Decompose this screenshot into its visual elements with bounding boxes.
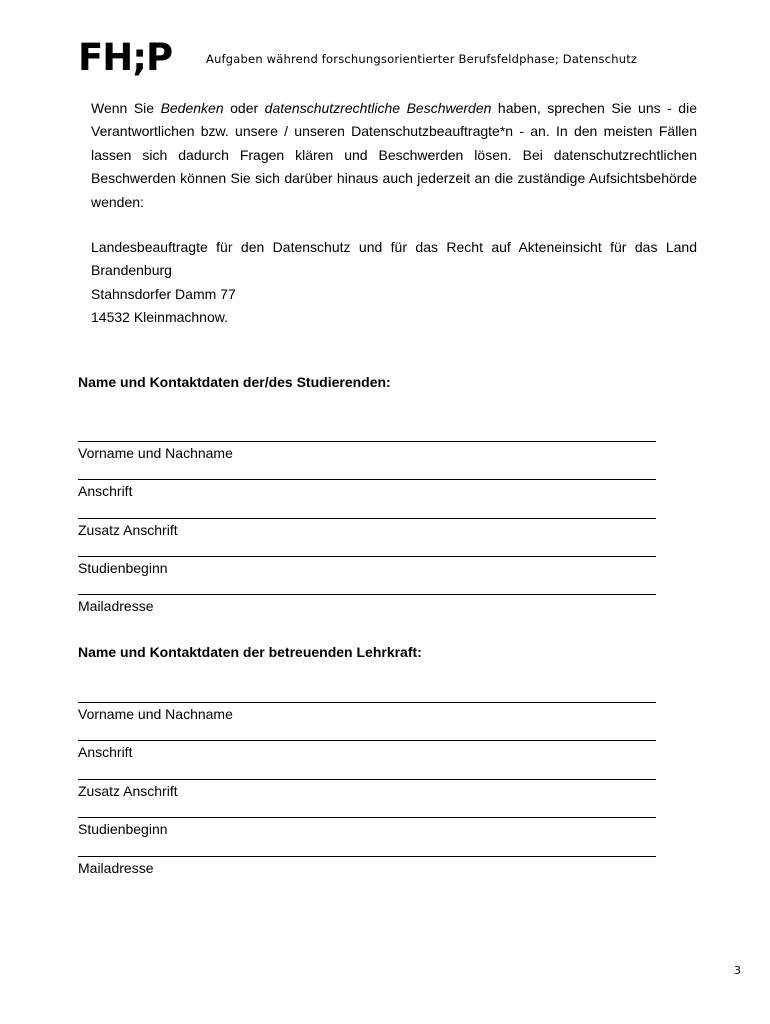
intro-text-part-1: Wenn Sie	[91, 100, 161, 116]
address-line-state: Brandenburg	[91, 262, 172, 279]
student-study-start-field[interactable]	[78, 556, 656, 594]
signature-line	[78, 518, 656, 519]
field-label: Zusatz Anschrift	[78, 522, 178, 538]
teacher-address-field[interactable]	[78, 740, 656, 778]
teacher-section-title: Name und Kontaktdaten der betreuenden Lehrkraft:	[78, 644, 422, 660]
student-name-field[interactable]	[78, 441, 656, 479]
fhp-logo: FH;P	[78, 36, 173, 79]
signature-line	[78, 856, 656, 857]
field-label: Studienbeginn	[78, 560, 168, 576]
page-number: 3	[734, 964, 741, 977]
signature-line	[78, 702, 656, 703]
signature-line	[78, 817, 656, 818]
intro-text-part-3: haben, sprechen Sie uns - die Verantwortlichen bzw. unsere / unseren Datenschutzbeauftragte*n - an. In den meisten Fällen lassen sich dadurch Fragen klären und Beschwerden lösen. Bei datenschutzrechtlichen Beschwerden können Sie sich darüber hinaus auch jederzeit an die zuständige Aufsichtsbehörde wenden:	[91, 100, 697, 210]
signature-line	[78, 779, 656, 780]
field-label: Zusatz Anschrift	[78, 783, 178, 799]
teacher-email-field[interactable]	[78, 856, 656, 894]
teacher-address-extra-field[interactable]	[78, 779, 656, 817]
intro-text-part-2: oder	[223, 100, 265, 116]
student-address-extra-field[interactable]	[78, 518, 656, 556]
signature-line	[78, 479, 656, 480]
document-header-title: Aufgaben während forschungsorientierter Berufsfeldphase; Datenschutz	[206, 52, 638, 66]
address-line-authority: Landesbeauftragte für den Datenschutz und für das Recht auf Akteneinsicht für das Land	[91, 239, 697, 255]
signature-line	[78, 740, 656, 741]
address-line-street: Stahnsdorfer Damm 77	[91, 285, 236, 302]
field-label: Studienbeginn	[78, 821, 168, 837]
field-label: Mailadresse	[78, 598, 154, 614]
field-label: Anschrift	[78, 744, 133, 760]
teacher-name-field[interactable]	[78, 702, 656, 740]
field-label: Vorname und Nachname	[78, 445, 233, 461]
student-email-field[interactable]	[78, 594, 656, 632]
student-address-field[interactable]	[78, 479, 656, 517]
field-label: Vorname und Nachname	[78, 706, 233, 722]
teacher-study-start-field[interactable]	[78, 817, 656, 855]
authority-address	[91, 236, 697, 330]
student-section-title: Name und Kontaktdaten der/des Studierenden:	[78, 374, 391, 390]
field-label: Anschrift	[78, 483, 133, 499]
field-label: Mailadresse	[78, 860, 154, 876]
intro-emphasis-complaints: datenschutzrechtliche Beschwerden	[264, 100, 492, 116]
signature-line	[78, 441, 656, 442]
intro-emphasis-concerns: Bedenken	[160, 100, 224, 116]
intro-paragraph	[91, 97, 697, 214]
signature-line	[78, 556, 656, 557]
address-line-city: 14532 Kleinmachnow.	[91, 309, 228, 326]
signature-line	[78, 594, 656, 595]
